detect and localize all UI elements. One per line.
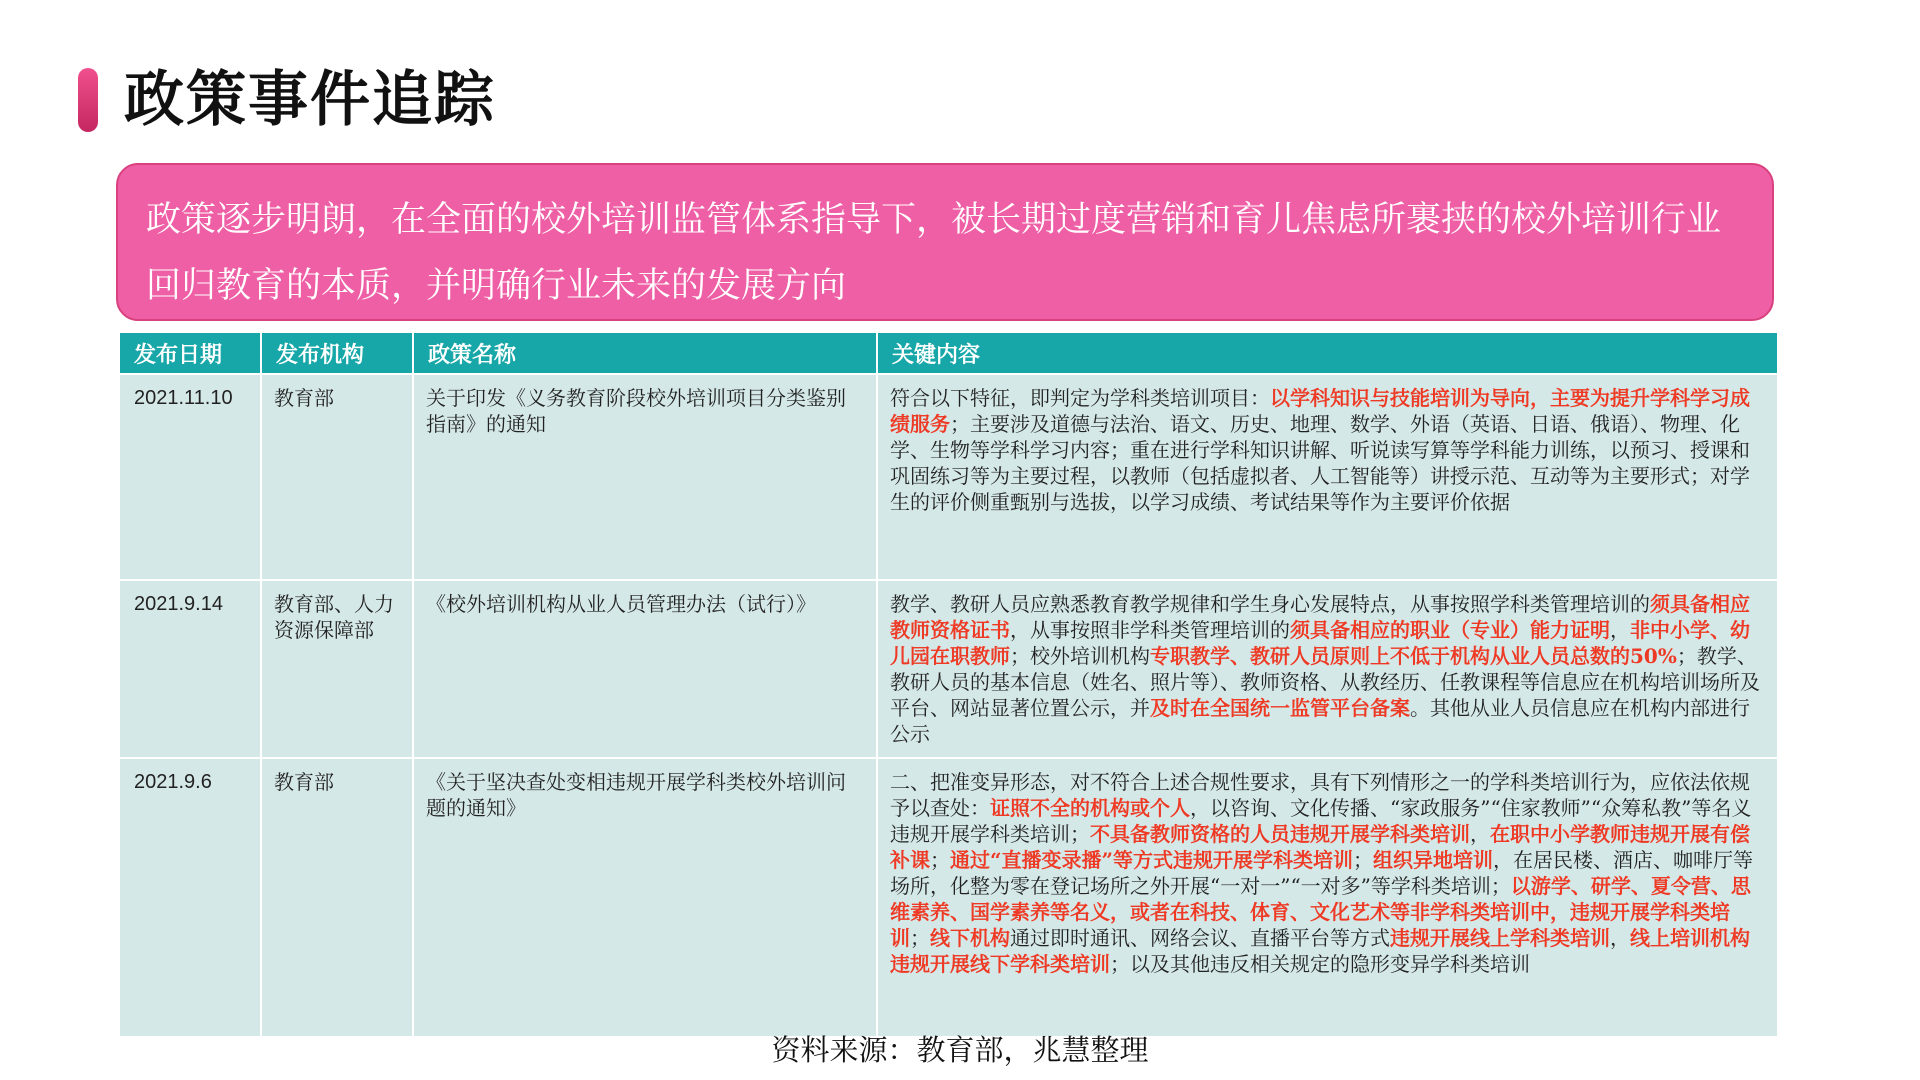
cell-policy-name: 关于印发《义务教育阶段校外培训项目分类鉴别指南》的通知	[413, 374, 877, 580]
highlight-text: 须具备相应教师资格证书	[890, 592, 1750, 642]
page-title: 政策事件追踪	[124, 65, 496, 135]
content-text: ；	[1353, 848, 1374, 872]
cell-org: 教育部、人力资源保障部	[261, 580, 413, 758]
content-text: ，	[1470, 822, 1490, 846]
content-text: ，以咨询、文化传播、“家政服务”“住家教师”“众筹私教”等名义违规开展学科类培训；	[890, 796, 1752, 846]
title-accent-bar	[78, 68, 98, 132]
highlight-text: 线下机构	[930, 926, 1010, 950]
highlight-text: 及时在全国统一监管平台备案	[1150, 696, 1410, 720]
content-text: 。其他从业人员信息应在机构内部进行公示	[890, 696, 1750, 746]
content-text: ，	[1610, 618, 1630, 642]
highlight-text: 在职中小学教师违规开展有偿补课	[890, 822, 1750, 872]
highlight-text: 组织异地培训	[1373, 848, 1494, 872]
content-text: ，在居民楼、酒店、咖啡厅等场所，化整为零在登记场所之外开展“一对一”“一对多”等学科类培训；	[890, 848, 1754, 898]
highlight-text: 违规开展线上学科类培训	[1390, 926, 1610, 950]
content-text: ，从事按照非学科类管理培训的	[1010, 618, 1290, 642]
table-row	[120, 374, 1778, 580]
highlight-text: 以学科知识与技能培训为导向，主要为提升学科学习成绩服务	[890, 386, 1750, 436]
cell-org: 教育部	[261, 374, 413, 580]
table-row	[120, 580, 1778, 758]
cell-date: 2021.9.6	[120, 758, 261, 1036]
cell-org: 教育部	[261, 758, 413, 1036]
highlight-text: 通过“直播变录播”等方式违规开展学科类培训	[950, 848, 1354, 872]
table-row	[120, 758, 1778, 1036]
cell-date: 2021.9.14	[120, 580, 261, 758]
content-text: ；主要涉及道德与法治、语文、历史、地理、数学、外语（英语、日语、俄语）、物理、化学、生物等学科学习内容；重在进行学科知识讲解、听说读写算等学科能力训练，以预习、授课和巩固练习等为主要过程，以教师（包括虚拟者、人工智能等）讲授示范、互动等为主要形式；对学生的评价侧重甄别与选拔，以学习成绩、考试结果等作为主要评价依据	[890, 412, 1750, 514]
content-text: ；教学、教研人员的基本信息（姓名、照片等）、教师资格、从教经历、任教课程等信息应在机构培训场所及平台、网站显著位置公示，并	[890, 644, 1760, 720]
header-policy-name: 政策名称	[413, 333, 877, 374]
highlight-text: 线上培训机构违规开展线下学科类培训	[890, 926, 1750, 976]
cell-policy-name: 《校外培训机构从业人员管理办法（试行）》	[413, 580, 877, 758]
header-key-content: 关键内容	[877, 333, 1778, 374]
content-text: 二、把准变异形态，对不符合上述合规性要求，具有下列情形之一的学科类培训行为，应依法依规予以查处：	[890, 770, 1750, 820]
content-text: 教学、教研人员应熟悉教育教学规律和学生身心发展特点，从事按照学科类管理培训的	[890, 592, 1650, 616]
content-text: ；	[930, 848, 950, 872]
content-text: ；以及其他违反相关规定的隐形变异学科类培训	[1110, 952, 1530, 976]
table-header-row	[120, 333, 1778, 374]
cell-key-content	[877, 374, 1778, 580]
highlight-text: 以游学、研学、夏令营、思维素养、国学素养等名义，或者在科技、体育、文化艺术等非学科类培训中，违规开展学科类培训	[890, 874, 1751, 950]
header-org: 发布机构	[261, 333, 413, 374]
source-note: 资料来源：教育部，兆慧整理	[771, 1033, 1149, 1067]
header-date: 发布日期	[120, 333, 261, 374]
highlight-text: 专职教学、教研人员原则上不低于机构从业人员总数的50%	[1150, 644, 1677, 668]
highlight-text: 证照不全的机构或个人	[990, 796, 1190, 820]
highlight-text: 须具备相应的职业（专业）能力证明	[1290, 618, 1610, 642]
summary-banner: 政策逐步明朗，在全面的校外培训监管体系指导下，被长期过度营销和育儿焦虑所裹挟的校外培训行业回归教育的本质，并明确行业未来的发展方向	[116, 163, 1774, 321]
cell-key-content	[877, 758, 1778, 1036]
cell-date: 2021.11.10	[120, 374, 261, 580]
content-text: 符合以下特征，即判定为学科类培训项目：	[890, 386, 1270, 410]
content-text: 通过即时通讯、网络会议、直播平台等方式	[1010, 926, 1390, 950]
content-text: ；校外培训机构	[1010, 644, 1150, 668]
content-text: ，	[1610, 926, 1630, 950]
cell-key-content	[877, 580, 1778, 758]
policy-table	[120, 333, 1779, 1036]
highlight-text: 不具备教师资格的人员违规开展学科类培训	[1090, 822, 1470, 846]
cell-policy-name: 《关于坚决查处变相违规开展学科类校外培训问题的通知》	[413, 758, 877, 1036]
content-text: ；	[910, 926, 930, 950]
highlight-text: 非中小学、幼儿园在职教师	[890, 618, 1750, 668]
